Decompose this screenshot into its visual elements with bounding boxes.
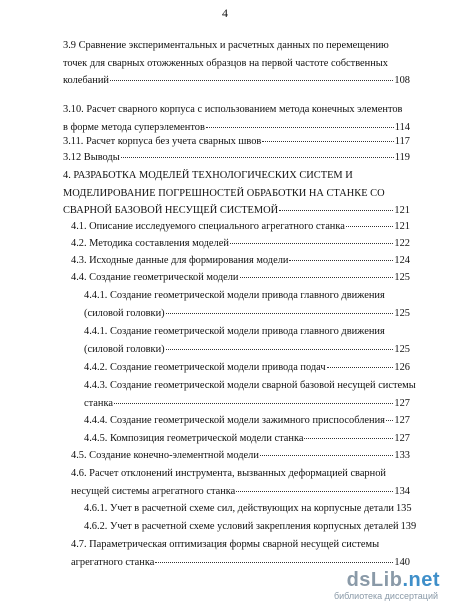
toc-entry[interactable] xyxy=(84,503,410,515)
toc-entry-line: МОДЕЛИРОВАНИЕ ПОГРЕШНОСТЕЙ ОБРАБОТКИ НА СТАНКЕ СО xyxy=(63,187,385,199)
dot-leader xyxy=(289,259,393,261)
toc-entry-title: станка xyxy=(84,397,113,409)
toc-page-number: 121 xyxy=(394,221,410,232)
toc-entry[interactable] xyxy=(63,205,410,217)
dot-leader xyxy=(346,225,394,227)
toc-entry-line: 4.6. Расчет отклонений инструмента, вызванных деформацией сварной xyxy=(71,468,386,479)
toc-entry-title: несущей системы агрегатного станка xyxy=(71,485,236,497)
toc-page-number: 133 xyxy=(394,450,410,461)
toc-entry-line: 4. РАЗРАБОТКА МОДЕЛЕЙ ТЕХНОЛОГИЧЕСКИХ СИСТЕМ И xyxy=(63,170,353,181)
watermark-subtitle: библиотека диссертаций xyxy=(333,591,438,601)
toc-page-number: 127 xyxy=(394,397,410,409)
dot-leader xyxy=(260,454,393,456)
dot-leader xyxy=(262,140,393,142)
toc-entry[interactable] xyxy=(71,272,410,284)
dot-leader xyxy=(279,209,393,211)
dot-leader xyxy=(236,490,393,492)
toc-entry-title: 4.4.4. Создание геометрической модели зажимного приспособления xyxy=(84,415,385,426)
toc-entry-title: 4.6.1. Учет в расчетной схеме сил, действующих на корпусные детали xyxy=(84,503,394,514)
toc-page-number: 124 xyxy=(394,255,410,266)
dot-leader xyxy=(121,156,394,158)
toc-page-number: 121 xyxy=(394,205,410,216)
toc-entry[interactable] xyxy=(71,255,410,267)
toc-page-number: 119 xyxy=(394,152,410,163)
toc-entry-title: 4.4.2. Создание геометрической модели привода подач xyxy=(84,362,326,373)
toc-entry[interactable] xyxy=(84,521,417,533)
toc-entry[interactable] xyxy=(71,221,410,233)
toc-entry[interactable] xyxy=(71,557,410,569)
toc-entry[interactable] xyxy=(63,122,410,134)
toc-entry-title: (силовой головки) xyxy=(84,343,165,355)
toc-entry-title: в форме метода суперэлементов xyxy=(63,121,205,133)
toc-entry-title: 4.6.2. Учет в расчетной схеме условий закрепления корпусных деталей xyxy=(84,521,399,532)
dot-leader xyxy=(166,348,394,350)
toc-entry-line: 3.9 Сравнение экспериментальных и расчетных данных по перемещению xyxy=(63,40,389,51)
watermark xyxy=(320,569,440,603)
toc-page-number: 122 xyxy=(394,238,410,249)
toc-entry[interactable] xyxy=(71,486,410,498)
toc-entry-title: 3.12 Выводы xyxy=(63,152,120,163)
toc-entry[interactable] xyxy=(84,344,410,356)
dot-leader xyxy=(166,312,394,314)
toc-entry[interactable] xyxy=(84,362,410,374)
watermark-logo-accent: .net xyxy=(402,569,440,591)
toc-entry[interactable] xyxy=(84,415,410,427)
dot-leader xyxy=(110,79,393,81)
toc-page-number: 125 xyxy=(394,307,410,319)
toc-page-number: 135 xyxy=(395,503,412,514)
watermark-logo-main: dsLib xyxy=(346,569,403,591)
dot-leader xyxy=(304,437,393,439)
toc-entry[interactable] xyxy=(63,136,410,148)
toc-entry-title: 4.4. Создание геометрической модели xyxy=(71,272,239,283)
toc-entry-title: 4.2. Методика составления моделей xyxy=(71,238,229,249)
toc-entry-title: 4.4.5. Композиция геометрической модели станка xyxy=(84,433,304,444)
dot-leader xyxy=(155,561,393,563)
dot-leader xyxy=(327,366,394,368)
dot-leader xyxy=(206,126,394,128)
toc-entry-title: (силовой головки) xyxy=(84,307,165,319)
toc-entry[interactable] xyxy=(63,152,410,164)
toc-entry[interactable] xyxy=(63,75,410,87)
toc-entry-title: 3.11. Расчет корпуса без учета сварных швов xyxy=(63,136,262,147)
toc-entry-title: 4.5. Создание конечно-элементной модели xyxy=(71,450,259,461)
dot-leader xyxy=(114,402,393,404)
toc-page-number: 134 xyxy=(394,485,410,497)
toc-entry[interactable] xyxy=(84,308,410,320)
toc-page-number: 127 xyxy=(394,415,410,426)
toc-page-number: 117 xyxy=(394,136,410,147)
toc-page-number: 139 xyxy=(400,521,417,532)
toc-entry-title: 4.1. Описание исследуемого специального агрегатного станка xyxy=(71,221,345,232)
toc-entry[interactable] xyxy=(71,238,410,250)
watermark-logo xyxy=(347,569,440,592)
toc-entry-line: 3.10. Расчет сварного корпуса с использованием метода конечных элементов xyxy=(63,104,403,115)
toc-entry-line: точек для сварных отожженных образцов на первой частоте собственных xyxy=(63,57,388,69)
toc-page-number: 108 xyxy=(394,75,410,86)
dot-leader xyxy=(240,276,394,278)
toc-page-number: 114 xyxy=(394,121,410,133)
toc-page-number: 127 xyxy=(394,433,410,444)
toc-page-number: 125 xyxy=(394,343,410,355)
toc-page-number: 125 xyxy=(394,272,410,283)
toc-entry[interactable] xyxy=(84,433,410,445)
page-number: 4 xyxy=(222,6,228,20)
toc-entry-title: 4.3. Исходные данные для формирования модели xyxy=(71,255,289,266)
toc-entry-line: 4.4.1. Создание геометрической модели привода главного движения xyxy=(84,290,385,301)
toc-entry[interactable] xyxy=(71,450,410,462)
dot-leader xyxy=(230,242,394,244)
toc-entry-line: 4.4.3. Создание геометрической модели сварной базовой несущей системы xyxy=(84,380,416,391)
toc-entry-title: СВАРНОЙ БАЗОВОЙ НЕСУЩЕЙ СИСТЕМОЙ xyxy=(63,205,279,216)
toc-entry-line: 4.4.1. Создание геометрической модели привода главного движения xyxy=(84,326,385,337)
dot-leader xyxy=(386,419,393,421)
toc-page-number: 140 xyxy=(394,556,410,568)
toc-entry-title: агрегатного станка xyxy=(71,556,155,568)
toc-entry-line: 4.7. Параметрическая оптимизация формы сварной несущей системы xyxy=(71,539,380,550)
toc-entry[interactable] xyxy=(84,398,410,410)
toc-entry-title: колебаний xyxy=(63,75,109,86)
toc-page-number: 126 xyxy=(394,362,410,373)
